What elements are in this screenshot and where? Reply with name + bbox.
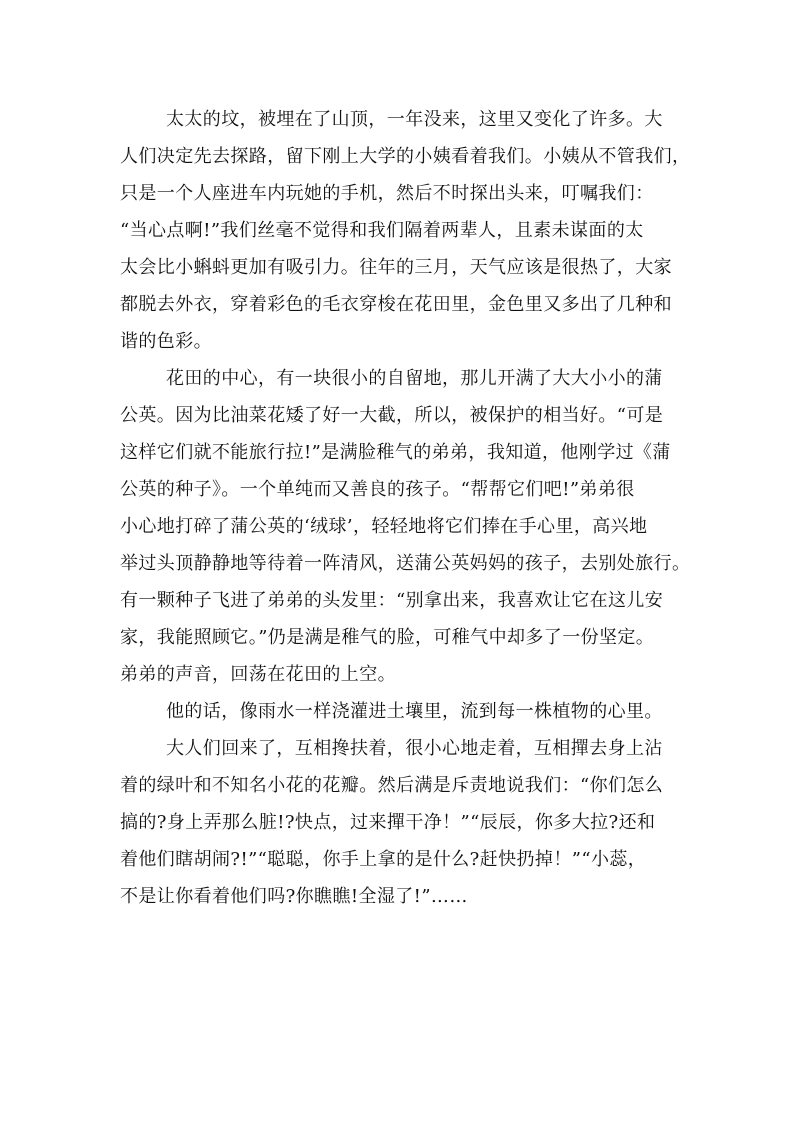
- paragraph-2-line-6: 举过头顶静静地等待着一阵清风，送蒲公英妈妈的孩子，去别处旅行。: [120, 553, 691, 574]
- paragraph-4-line-1: 大人们回来了，互相搀扶着，很小心地走着，互相撣去身上沾: [166, 738, 663, 759]
- paragraph-2-line-5: 小心地打碎了蒲公英的‘绒球’，轻轻地将它们捧在手心里，高兴地: [120, 516, 648, 537]
- paragraph-1-line-2: 人们决定先去探路，留下刚上大学的小姨看着我们。小姨从不管我们，: [120, 146, 691, 167]
- paragraph-3-line-1: 他的话，像雨水一样浇灌进土壤里，流到每一株植物的心里。: [166, 701, 663, 722]
- paragraph-2-line-7: 有一颗种子飞进了弟弟的头发里：“别拿出来，我喜欢让它在这儿安: [120, 590, 664, 611]
- paragraph-4-line-4: 着他们瞎胡闹?!”“聪聪，你手上拿的是什么?赶快扔掉！”“小蕊，: [120, 849, 647, 870]
- paragraph-1-line-1: 太太的坟，被埋在了山顶，一年没来，这里又变化了许多。大: [166, 109, 663, 130]
- paragraph-2-line-1: 花田的中心，有一块很小的自留地，那儿开满了大大小小的蒲: [166, 368, 663, 389]
- paragraph-1-line-7: 谐的色彩。: [120, 331, 212, 352]
- paragraph-2-line-3: 这样它们就不能旅行拉!”是满脸稚气的弟弟，我知道，他刚学过《蒲: [120, 442, 671, 463]
- paragraph-2-line-8: 家，我能照顾它。”仍是满是稚气的脸，可稚气中却多了一份坚定。: [120, 627, 655, 648]
- paragraph-1-line-3: 只是一个人座进车内玩她的手机，然后不时探出头来，叮嘱我们：: [120, 183, 654, 204]
- paragraph-1-line-5: 太会比小蝌蚪更加有吸引力。往年的三月，天气应该是很热了，大家: [120, 257, 672, 278]
- paragraph-1-line-6: 都脱去外衣，穿着彩色的毛衣穿梭在花田里，金色里又多出了几种和: [120, 294, 672, 315]
- paragraph-2-line-2: 公英。因为比油菜花矮了好一大截，所以，被保护的相当好。“可是: [120, 405, 664, 426]
- paragraph-1-line-4: “当心点啊!”我们丝毫不觉得和我们隔着两辈人，且素未谋面的太: [120, 220, 644, 241]
- paragraph-4-line-3: 搞的?身上弄那么脏!?快点，过来撣干净！”“辰辰，你多大拉?还和: [120, 812, 656, 833]
- paragraph-2-line-4: 公英的种子》。一个单纯而又善良的孩子。“帮帮它们吧!”弟弟很: [120, 479, 635, 500]
- paragraph-4-line-2: 着的绿叶和不知名小花的花瓣。然后满是斥责地说我们：“你们怎么: [120, 775, 664, 796]
- paragraph-4-line-5: 不是让你看着他们吗?你瞧瞧!全湿了!”……: [120, 886, 468, 907]
- paragraph-2-line-9: 弟弟的声音，回荡在花田的上空。: [120, 664, 396, 685]
